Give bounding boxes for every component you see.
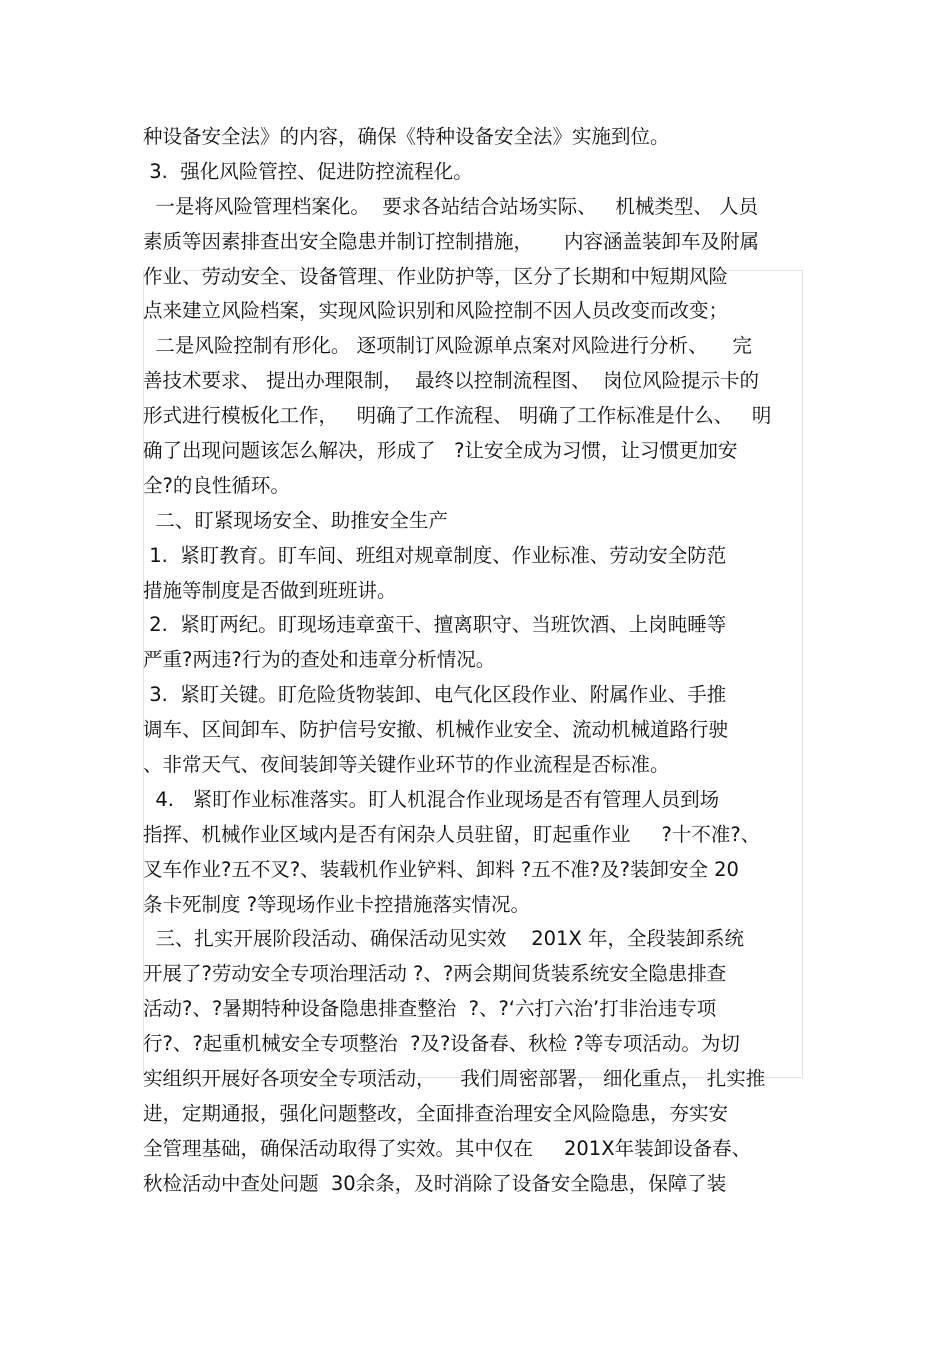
text-line: 全管理基础，确保活动取得了实效。其中仅在 201X年装卸设备春、 bbox=[143, 1136, 752, 1160]
text-line: 善技术要求、 提出办理限制， 最终以控制流程图、 岗位风险提示卡的 bbox=[143, 369, 759, 393]
text-line: 2. 紧盯两纪。盯现场违章蛮干、擅离职守、当班饮酒、上岗盹睡等 bbox=[143, 613, 727, 637]
text-line: 1. 紧盯教育。盯车间、班组对规章制度、作业标准、劳动安全防范 bbox=[143, 543, 727, 567]
text-line: 3. 紧盯关键。盯危险货物装卸、电气化区段作业、附属作业、手推 bbox=[143, 683, 727, 707]
text-line: 调车、区间卸车、防护信号安撤、机械作业安全、流动机械道路行驶 bbox=[143, 718, 729, 742]
text-line: 素质等因素排查出安全隐患并制订控制措施， 内容涵盖装卸车及附属 bbox=[143, 229, 759, 253]
text-line: 形式进行模板化工作， 明确了工作流程、 明确了工作标准是什么、 明 bbox=[143, 404, 772, 428]
text-line: 确了出现问题该怎么解决，形成了 ?让安全成为习惯，让习惯更加安 bbox=[143, 439, 738, 463]
text-line: 指挥、机械作业区域内是否有闲杂人员驻留，盯起重作业 ?十不准?、 bbox=[143, 822, 761, 846]
document-body bbox=[143, 120, 813, 1202]
text-line: 秋检活动中查处问题 30余条，及时消除了设备安全隐患，保障了装 bbox=[143, 1171, 727, 1195]
section-heading: 三、扎实开展阶段活动、确保活动见实效 201X 年，全段装卸系统 bbox=[143, 927, 744, 951]
text-line: 全?的良性循环。 bbox=[143, 473, 290, 497]
text-line: 4. 紧盯作业标准落实。盯人机混合作业现场是否有管理人员到场 bbox=[143, 787, 720, 811]
text-line: 行?、?起重机械安全专项整治 ?及?设备春、秋检 ?等专项活动。为切 bbox=[143, 1032, 740, 1056]
text-line: 开展了?劳动安全专项治理活动 ?、?两会期间货装系统安全隐患排查 bbox=[143, 962, 727, 986]
text-line: 实组织开展好各项安全专项活动， 我们周密部署， 细化重点， 扎实推 bbox=[143, 1067, 766, 1091]
text-line: 二是风险控制有形化。 逐项制订风险源单点案对风险进行分析、 完 bbox=[143, 334, 752, 358]
text-line: 严重?两违?行为的查处和违章分析情况。 bbox=[143, 648, 496, 672]
text-line: 叉车作业?五不叉?、装载机作业铲料、卸料 ?五不准?及?装卸安全 20 bbox=[143, 857, 739, 881]
text-line: 措施等制度是否做到班班讲。 bbox=[143, 578, 397, 602]
text-line: 条卡死制度 ?等现场作业卡控措施落实情况。 bbox=[143, 892, 531, 916]
text-line: 点来建立风险档案，实现风险识别和风险控制不因人员改变而改变； bbox=[143, 299, 729, 323]
text-line: 进，定期通报，强化问题整改，全面排查治理安全风险隐患，夯实安 bbox=[143, 1101, 729, 1125]
section-heading: 二、盯紧现场安全、助推安全生产 bbox=[143, 508, 448, 532]
text-line: 作业、劳动安全、设备管理、作业防护等，区分了长期和中短期风险 bbox=[143, 264, 729, 288]
text-line: 种设备安全法》的内容，确保《特种设备安全法》实施到位。 bbox=[143, 125, 670, 148]
section-heading: 3. 强化风险管控、促进防控流程化。 bbox=[143, 159, 473, 183]
text-line: 、非常天气、夜间装卸等关键作业环节的作业流程是否标准。 bbox=[143, 753, 670, 777]
text-line: 一是将风险管理档案化。 要求各站结合站场实际、 机械类型、 人员 bbox=[143, 194, 759, 218]
text-line: 活动?、?暑期特种设备隐患排查整治 ?、?‘六打六治’打非治违专项 bbox=[143, 997, 717, 1021]
